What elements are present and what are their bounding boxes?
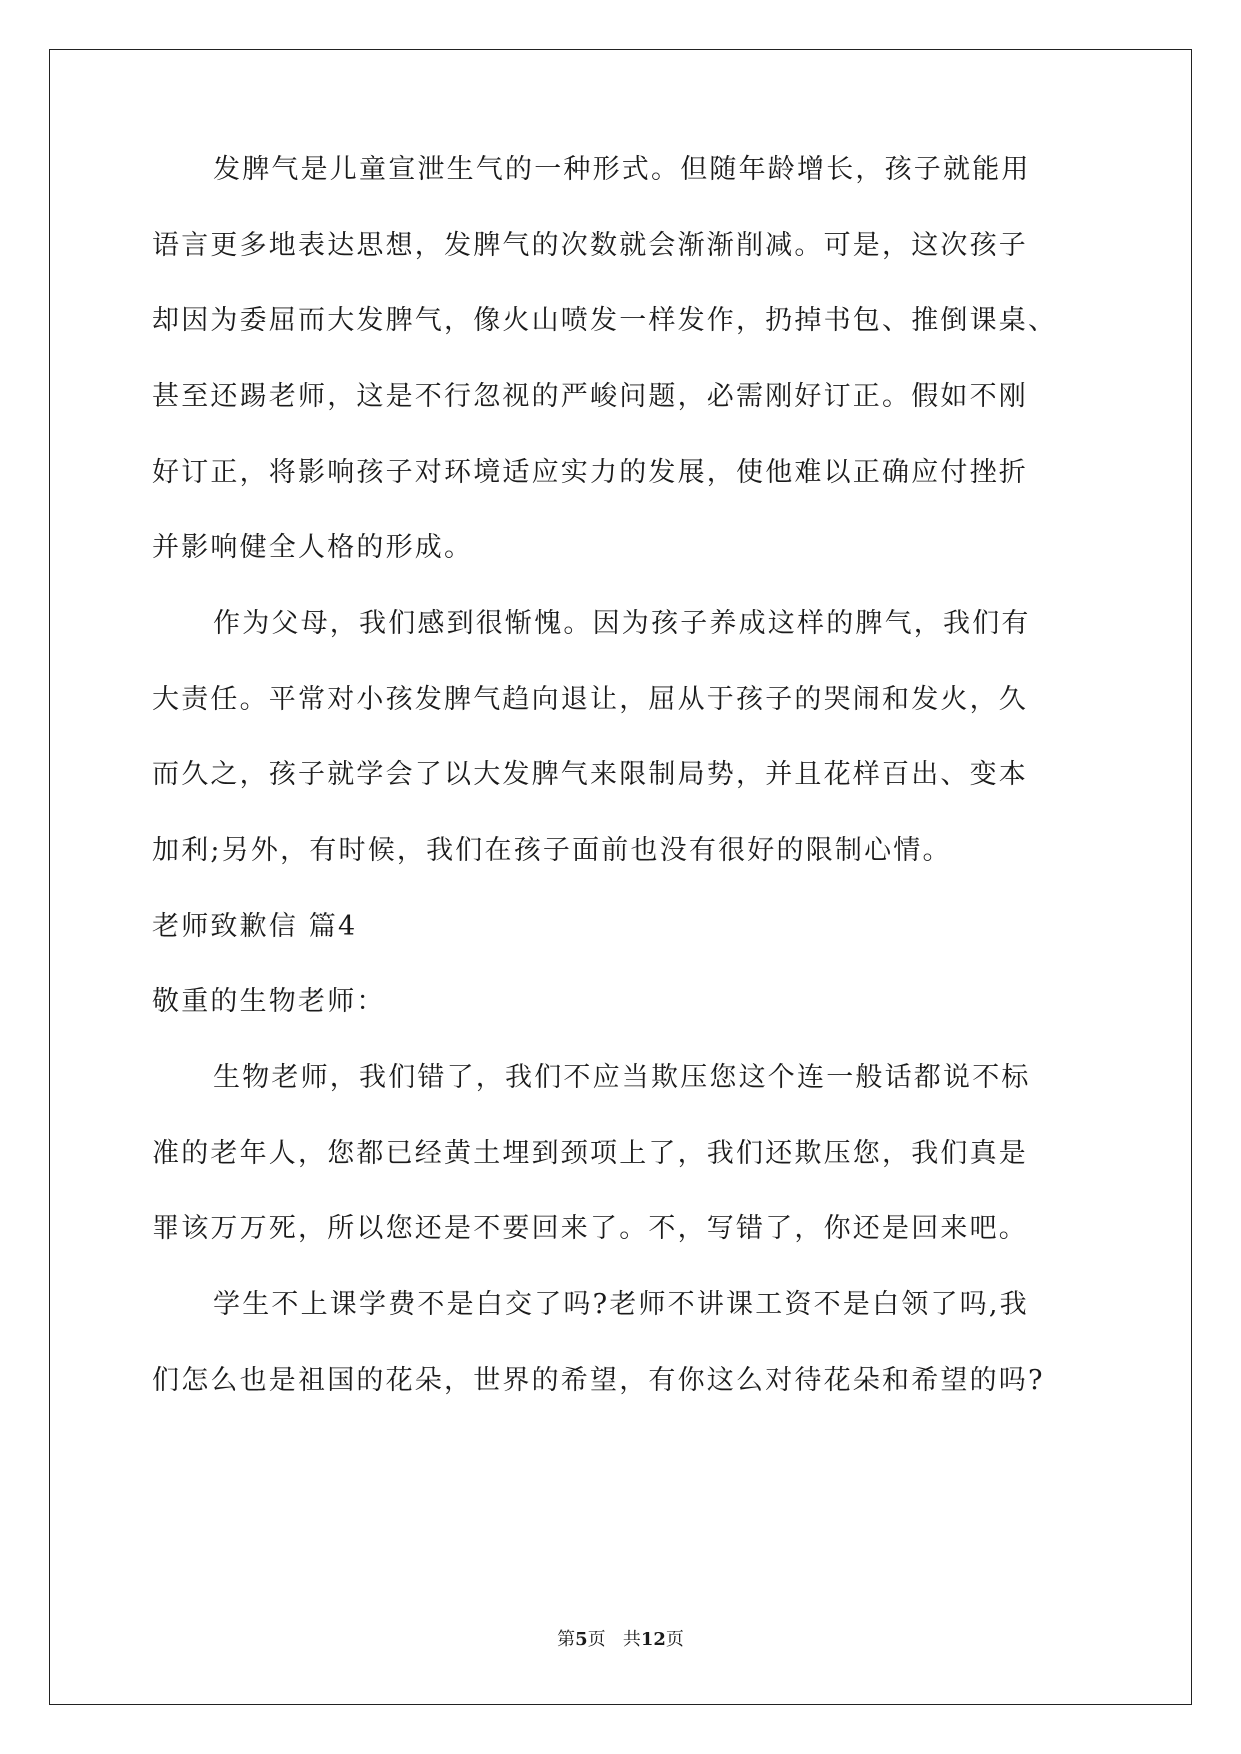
paragraph-3-line-2: 准的老年人，您都已经黄土埋到颈项上了，我们还欺压您，我们真是 <box>152 1138 1028 1169</box>
paragraph-1-line-2: 语言更多地表达思想，发脾气的次数就会渐渐削减。可是，这次孩子 <box>152 230 1028 261</box>
paragraph-3-line-3: 罪该万万死，所以您还是不要回来了。不，写错了，你还是回来吧。 <box>152 1213 1028 1244</box>
paragraph-1-line-3: 却因为委屈而大发脾气，像火山喷发一样发作，扔掉书包、推倒课桌、 <box>152 305 1058 336</box>
page-border <box>49 49 1192 1705</box>
paragraph-4-line-1: 学生不上课学费不是白交了吗?老师不讲课工资不是白领了吗,我 <box>213 1289 1029 1320</box>
footer-total-prefix: 共 <box>622 1629 641 1650</box>
paragraph-1-line-1: 发脾气是儿童宣泄生气的一种形式。但随年龄增长，孩子就能用 <box>213 154 1031 185</box>
paragraph-1-line-5: 好订正，将影响孩子对环境适应实力的发展，使他难以正确应付挫折 <box>152 457 1028 488</box>
footer-page-suffix: 页 <box>587 1629 606 1650</box>
footer-page-number: 5 <box>575 1629 588 1650</box>
paragraph-1-line-4: 甚至还踢老师，这是不行忽视的严峻问题，必需刚好订正。假如不刚 <box>152 381 1028 412</box>
footer-total-pages: 12 <box>640 1629 666 1650</box>
paragraph-2-line-3: 而久之，孩子就学会了以大发脾气来限制局势，并且花样百出、变本 <box>152 759 1028 790</box>
paragraph-2-line-1: 作为父母，我们感到很惭愧。因为孩子养成这样的脾气，我们有 <box>213 608 1031 639</box>
footer-total-suffix: 页 <box>665 1629 684 1650</box>
paragraph-4-line-2: 们怎么也是祖国的花朵，世界的希望，有你这么对待花朵和希望的吗? <box>152 1365 1045 1396</box>
paragraph-3-line-1: 生物老师，我们错了，我们不应当欺压您这个连一般话都说不标 <box>213 1062 1031 1093</box>
page-number-footer <box>0 1628 1241 1652</box>
footer-prefix: 第 <box>557 1629 576 1650</box>
paragraph-2-line-2: 大责任。平常对小孩发脾气趋向退让，屈从于孩子的哭闹和发火，久 <box>152 684 1028 715</box>
salutation: 敬重的生物老师： <box>152 986 386 1017</box>
paragraph-1-line-6: 并影响健全人格的形成。 <box>152 532 474 563</box>
paragraph-2-line-4: 加利;另外，有时候，我们在孩子面前也没有很好的限制心情。 <box>152 835 952 866</box>
section-heading: 老师致歉信 篇4 <box>152 911 358 942</box>
